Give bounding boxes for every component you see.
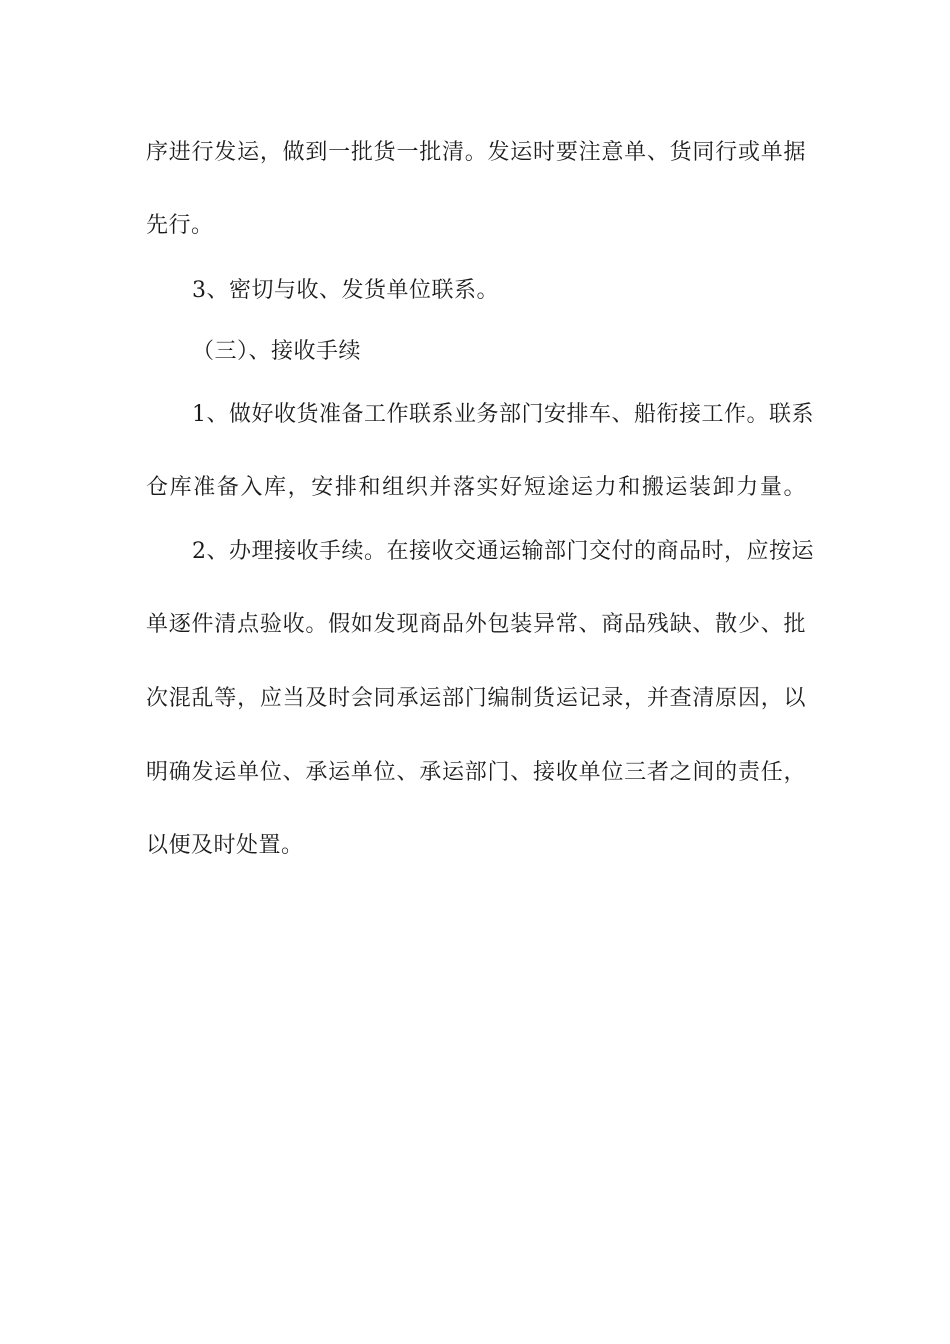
list-item-2-line-4: 明确发运单位、承运单位、承运部门、接收单位三者之间的责任， [146,760,806,785]
section-heading-3: （三）、接收手续 [192,339,362,364]
list-item-2-line-2: 单逐件清点验收。假如发现商品外包装异常、商品残缺、散少、批 [146,612,806,637]
list-item-2-line-1: 2、办理接收手续。在接收交通运输部门交付的商品时，应按运 [192,539,814,564]
list-item-2-line-5: 以便及时处置。 [146,833,304,858]
list-item-3: 3、密切与收、发货单位联系。 [192,278,499,303]
text-line-2: 先行。 [146,213,214,238]
list-item-1-line-1: 1、做好收货准备工作联系业务部门安排车、船衔接工作。联系 [192,402,814,427]
list-item-1-line-2: 仓库准备入库，安排和组织并落实好短途运力和搬运装卸力量。 [146,475,806,500]
text-line-1: 序进行发运，做到一批货一批清。发运时要注意单、货同行或单据 [146,140,806,165]
list-item-2-line-3: 次混乱等，应当及时会同承运部门编制货运记录，并查清原因，以 [146,686,806,711]
